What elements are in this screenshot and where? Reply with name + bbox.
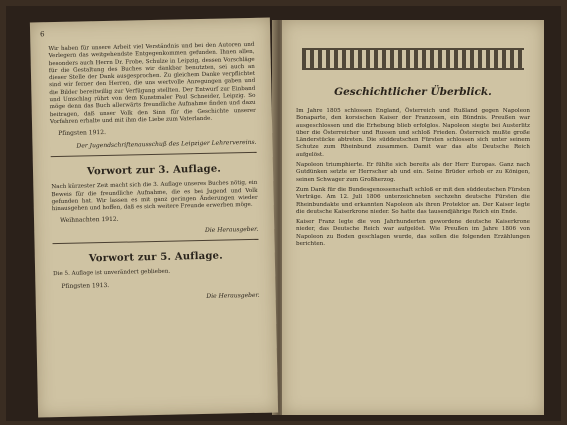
third-edition-signature: Die Herausgeber. — [204, 226, 259, 235]
body-paragraph: Kaiser Franz legte die von Jahrhunderten gewordene deutsche Kaiserkrone nieder, das Deutsche Reich war aufgelöst. Wie Preußen im Jahre 1806 von Napoleon zu Boden geschlagen wurde, das sollen die folgenden Erzählungen berichten. — [296, 219, 530, 248]
fifth-edition-signature: Die Herausgeber. — [206, 291, 260, 300]
fifth-edition-date: Pfingsten 1913. — [61, 281, 110, 290]
foreword-signature: Der Jugendschriftenausschuß des Leipziger Lehrervereins. — [76, 139, 257, 150]
open-book — [6, 6, 561, 421]
divider — [53, 239, 259, 244]
left-page — [30, 18, 278, 418]
fifth-edition-heading: Vorwort zur 5. Auflage. — [88, 251, 223, 265]
third-edition-paragraph: Nach kürzester Zeit macht sich die 3. Auflage unseres Buches nötig, ein Beweis für die freundliche Aufnahme, die es bei Jugend und Volk gefunden hat. Wir lassen es mit ganz geringen Änderungen wieder hinausgehen und hoffen, daß es sich weitere Freunde erwerben möge. — [51, 180, 258, 213]
fifth-edition-paragraph: Die 5. Auflage ist unverändert geblieben. — [53, 269, 171, 278]
third-edition-date: Weihnachten 1912. — [59, 216, 119, 225]
ornamental-border — [302, 48, 524, 70]
body-paragraph: Im Jahre 1805 schlossen England, Österreich und Rußland gegen Napoleon Bonaparte, den korsischen Kaiser der Franzosen, ein Bündnis. Preußen war ausgeschlossen und die Erhebung blieb erfolglos. Napoleon siegte bei Austerlitz über die Österreicher und Russen und schloß Frieden. Österreich mußte große Länderstücke abtreten. Die süddeutschen Fürsten schlossen sich unter seinem Schutze zum Rheinbund zusammen. Damit war das alte Deutsche Reich aufgelöst. — [296, 108, 530, 158]
foreword-paragraph: Wir haben für unsere Arbeit viel Verständnis und bei den Autoren und Verlegern das weitgehendste Entgegenkommen gefunden. Ihnen allen, besonders auch Herrn Dr. Frobe, Schulze in Leipzig, dessen Vorschläge für die Gestaltung des Buches wir dankbar benutzten, sei auch an dieser Stelle der Dank ausgesprochen. Zu gleichem Danke verpflichtet sind wir ferner den Herren, die uns wertvolle Anregungen gaben und die Bilder bereitwillig zur Verfügung stellten. Der Entwurf zur Einband und Umschlag rührt von dem Kunstmaler Paul Schneider, Leipzig. So möge denn das Buch allerwärts freundliche Aufnahme finden und dazu beitragen, daß unser Volk den Sinn für die Geschichte unserer Vorfahren erhalte und mit ihm die Liebe zum Vaterlande. — [48, 41, 256, 126]
body-paragraph: Zum Dank für die Bundesgenossenschaft schloß er mit den süddeutschen Fürsten Verträge. Am 12. Juli 1806 unterzeichneten sechzehn deutsche Fürsten die Rheinbundakte und erkannten Napoleon als ihren Protektor an. Der Kaiser legte die deutsche Kaiserkrone nieder. So hatte das tausendjährige Reich ein Ende. — [296, 186, 530, 215]
body-paragraph: Napoleon triumphierte. Er fühlte sich bereits als der Herr Europas. Ganz nach Gutdünken setzte er Herrscher ab und ein. Seine Brüder erhob er zu Königen, seinen Schwager zum Großherzog. — [296, 162, 530, 183]
third-edition-heading: Vorwort zur 3. Auflage. — [86, 163, 222, 178]
page-number: 6 — [40, 30, 45, 39]
divider — [51, 152, 257, 157]
right-page — [282, 20, 544, 415]
chapter-heading: Geschichtlicher Überblick. — [334, 86, 492, 98]
foreword-date: Pfingsten 1912. — [58, 129, 107, 138]
